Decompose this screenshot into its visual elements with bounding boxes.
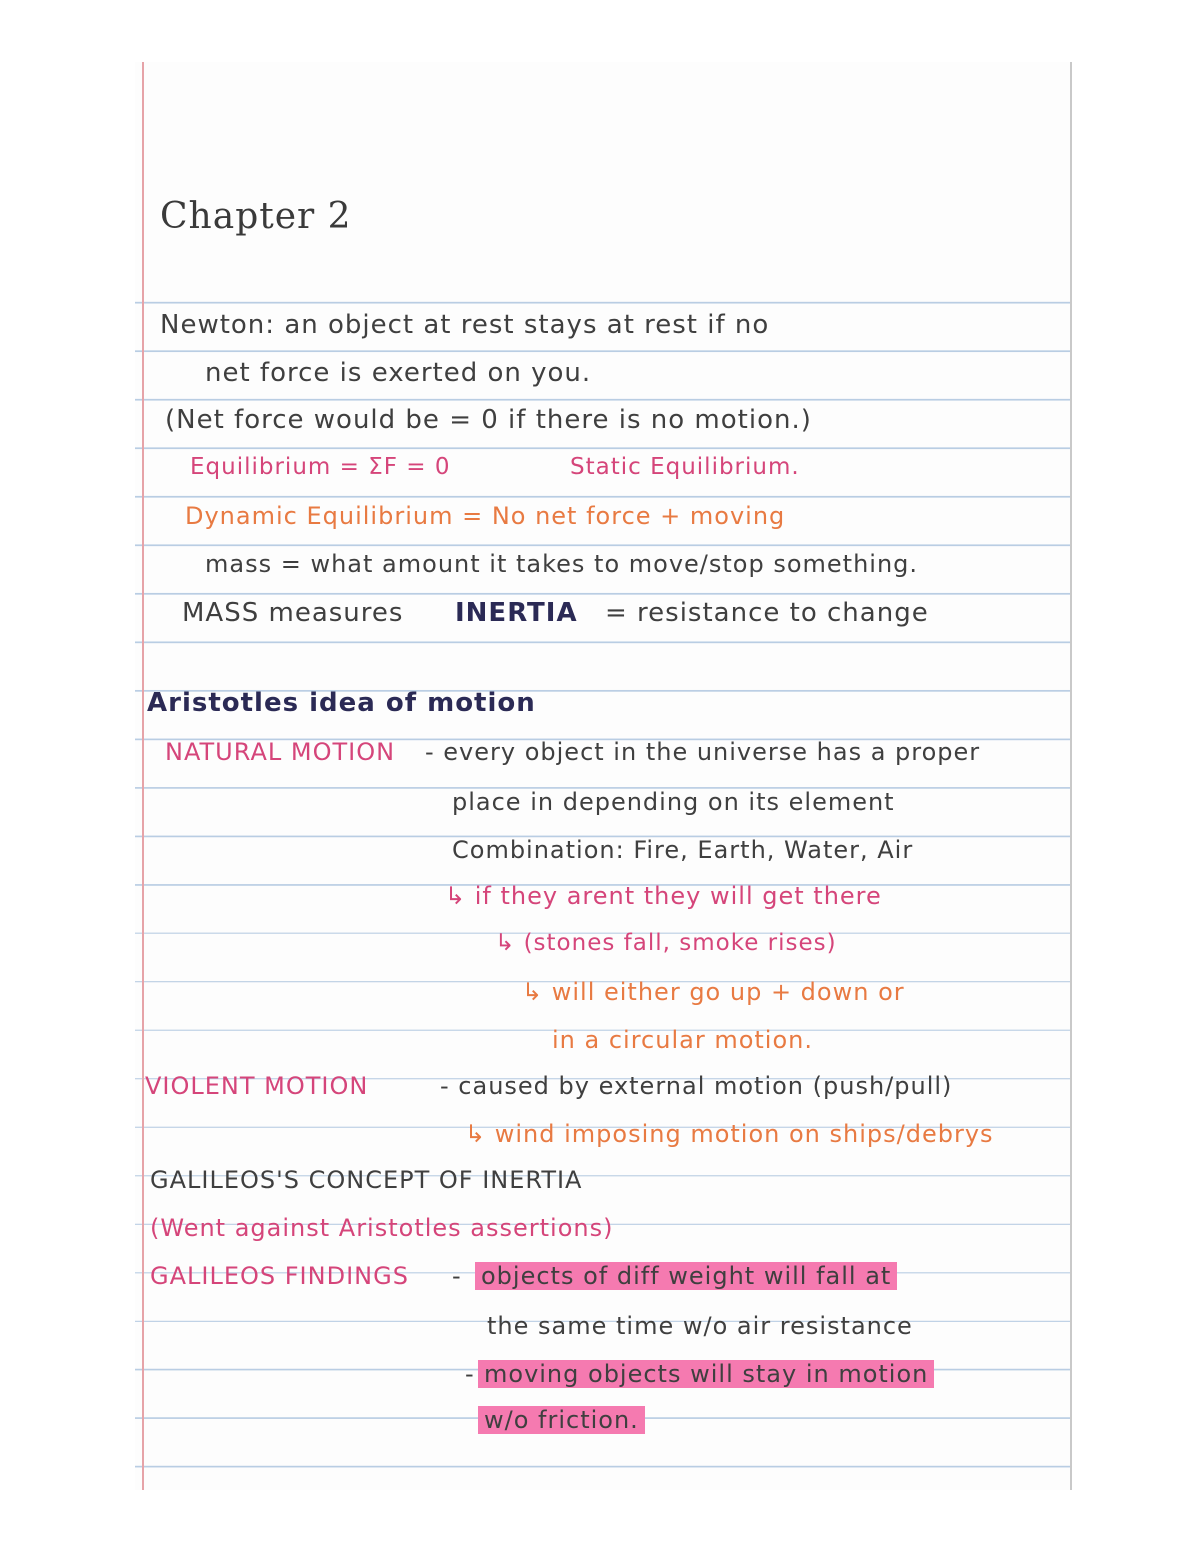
net-force-note: (Net force would be = 0 if there is no motion.) bbox=[165, 405, 812, 435]
natural-motion-line-3: Combination: Fire, Earth, Water, Air bbox=[452, 836, 914, 864]
inertia-term: INERTIA bbox=[455, 598, 578, 628]
newton-line-1: Newton: an object at rest stays at rest if no bbox=[160, 310, 770, 340]
inertia-definition: = resistance to change bbox=[605, 598, 929, 628]
finding-2-line-2: w/o friction. bbox=[478, 1406, 645, 1434]
natural-motion-line-1: - every object in the universe has a proper bbox=[425, 738, 981, 766]
findings-dash-1: - bbox=[452, 1262, 462, 1290]
finding-1-line-2: the same time w/o air resistance bbox=[487, 1312, 913, 1340]
page-title: Chapter 2 bbox=[160, 196, 352, 237]
findings-dash-2: - bbox=[465, 1360, 475, 1388]
equilibrium-definition: Equilibrium = ΣF = 0 bbox=[190, 454, 451, 480]
galileo-heading: GALILEOS'S CONCEPT OF INERTIA bbox=[150, 1166, 583, 1194]
galileo-findings-label: GALILEOS FINDINGS bbox=[150, 1262, 409, 1290]
static-equilibrium: Static Equilibrium. bbox=[570, 454, 800, 480]
finding-1-line-1: objects of diff weight will fall at bbox=[475, 1262, 897, 1290]
violent-motion-label: VIOLENT MOTION bbox=[145, 1072, 369, 1100]
galileo-note: (Went against Aristotles assertions) bbox=[150, 1214, 614, 1242]
natural-motion-line-5: ↳ (stones fall, smoke rises) bbox=[495, 930, 837, 956]
natural-motion-line-7: in a circular motion. bbox=[552, 1026, 813, 1054]
dynamic-equilibrium: Dynamic Equilibrium = No net force + moving bbox=[185, 502, 786, 530]
margin-line bbox=[142, 62, 144, 1490]
mass-measures: MASS measures bbox=[182, 598, 404, 628]
violent-motion-line-1: - caused by external motion (push/pull) bbox=[440, 1072, 953, 1100]
finding-2-line-1: moving objects will stay in motion bbox=[478, 1360, 934, 1388]
violent-motion-line-2: ↳ wind imposing motion on ships/debrys bbox=[465, 1120, 994, 1148]
natural-motion-label: NATURAL MOTION bbox=[165, 738, 396, 766]
aristotle-heading: Aristotles idea of motion bbox=[147, 688, 536, 718]
mass-definition: mass = what amount it takes to move/stop something. bbox=[205, 550, 919, 578]
natural-motion-line-2: place in depending on its element bbox=[452, 788, 895, 816]
newton-line-2: net force is exerted on you. bbox=[205, 358, 592, 388]
natural-motion-line-4: ↳ if they arent they will get there bbox=[445, 882, 882, 910]
natural-motion-line-6: ↳ will either go up + down or bbox=[522, 978, 905, 1006]
